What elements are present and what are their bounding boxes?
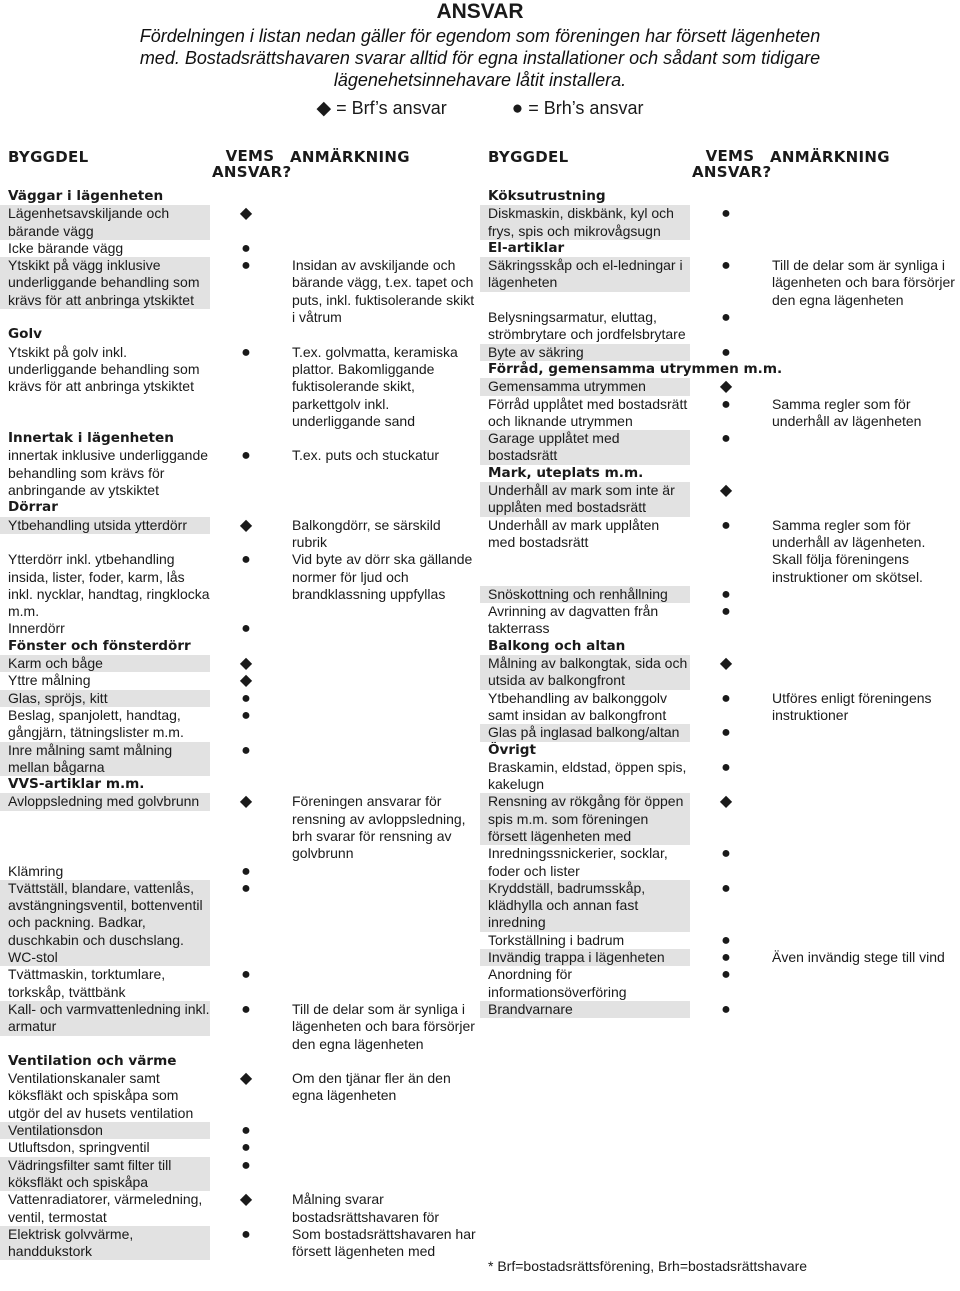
table-row (0, 672, 478, 689)
table-row (480, 517, 958, 586)
circle-icon: ● (241, 551, 251, 569)
row-note: T.ex. puts och stuckatur (292, 447, 440, 464)
header-note: ANMÄRKNING (290, 148, 410, 166)
row-note: Vid byte av dörr ska gällande normer för ljud och brandklassning uppfyllas (292, 551, 473, 602)
circle-icon: ● (721, 343, 731, 361)
row-note: Målning svarar bostadsrättshavaren för (292, 1191, 440, 1225)
row-part: Ventilationskanaler samt köksfläkt och spiskåpa som utgör del av husets ventilation (8, 1070, 194, 1121)
table-row (480, 793, 958, 845)
table-row (0, 880, 478, 966)
page-title: ANSVAR (436, 0, 524, 23)
table-row (480, 309, 958, 344)
section-heading: Fönster och fönsterdörr (8, 637, 191, 654)
row-note: Till de delar som är synliga i lägenheten och bara försörjer den egna lägenheten (292, 1000, 475, 1052)
header-responsible: VEMS ANSVAR? (212, 147, 292, 181)
circle-icon: ● (241, 1139, 251, 1157)
circle-icon: ● (241, 706, 251, 724)
row-part: Brandvarnare (480, 1001, 690, 1018)
row-note: Samma regler som för underhåll av lägenheten (772, 395, 922, 429)
row-note: Insidan av avskiljande och bärande vägg, t.ex. tapet och puts, inkl. fuktisolerande skikt i våtrum (292, 257, 475, 326)
circle-icon: ● (241, 257, 251, 275)
table-row (480, 257, 958, 309)
circle-icon: ● (241, 1225, 251, 1243)
left-rows (0, 188, 478, 1260)
table-row (0, 863, 478, 880)
table-row (0, 551, 478, 620)
circle-icon: ● (721, 309, 731, 327)
row-part: Snöskottning och renhållning (480, 586, 690, 603)
table-row (480, 344, 958, 361)
table-row (480, 932, 958, 949)
table-row (480, 482, 958, 517)
table-row (0, 1070, 478, 1122)
section-heading: Väggar i lägenheten (8, 188, 164, 204)
table-row (480, 966, 958, 1001)
legend-brh: = Brh’s ansvar (528, 98, 644, 118)
table-row (480, 586, 958, 603)
row-part: Inre målning samt målning mellan bågarna (0, 742, 210, 777)
table-row (0, 655, 478, 672)
circle-icon: ● (721, 205, 731, 223)
row-part: Byte av säkring (480, 344, 690, 361)
left-column-headers (0, 142, 478, 188)
row-part: Klämring (8, 862, 64, 879)
right-table (480, 142, 958, 1018)
diamond-icon: ◆ (239, 655, 253, 673)
circle-icon: ● (241, 966, 251, 984)
section-heading: El-artiklar (488, 239, 565, 256)
row-note: Om den tjänar fler än den egna lägenheten (292, 1070, 451, 1104)
diamond-icon: ◆ (239, 1070, 253, 1088)
table-row (0, 1191, 478, 1226)
diamond-icon: ◆ (719, 482, 733, 500)
table-row (0, 1122, 478, 1139)
section-heading: Köksutrustning (488, 188, 606, 204)
table-row (0, 690, 478, 707)
section-heading: Balkong och altan (488, 637, 626, 654)
circle-icon: ● (721, 689, 731, 707)
circle-icon: ● (241, 343, 251, 361)
header-part: BYGGDEL (488, 148, 569, 166)
row-part: innertak inklusive underliggande behandling som krävs för anbringande av ytskiktet (8, 447, 209, 499)
section-heading: Dörrar (8, 499, 58, 516)
table-row (0, 240, 478, 257)
row-part: Beslag, spanjolett, handtag, gångjärn, tätningslister m.m. (8, 706, 184, 741)
diamond-icon: ◆ (719, 378, 733, 396)
row-part: Avrinning av dagvatten från takterrass (488, 603, 659, 637)
table-row (480, 655, 958, 690)
table-row (0, 793, 478, 862)
intro-text: Fördelningen i listan nedan gäller för egendom som föreningen har försett lägenheten med. Bostadsrättshavaren svarar alltid för egna installationer och sådant som tidigare lägenehetsinnehavare låtit installera. (139, 26, 821, 90)
diamond-icon: ◆ (719, 793, 733, 811)
row-part: Underhåll av mark upplåten med bostadsrätt (488, 516, 660, 550)
row-part: Kall- och varmvattenledning inkl. armatur (0, 1001, 210, 1036)
circle-icon: ● (721, 724, 731, 742)
header-note: ANMÄRKNING (770, 148, 890, 166)
section-heading: Mark, uteplats m.m. (488, 464, 644, 481)
section-heading: Golv (8, 326, 43, 343)
diamond-icon: ◆ (719, 655, 733, 673)
row-part: Utluftsdon, springventil (8, 1139, 150, 1156)
row-part: Torkställning i badrum (488, 931, 625, 948)
row-part: Gemensamma utrymmen (480, 378, 690, 395)
row-part: Ytbehandling av balkonggolv samt insidan av balkongfront (488, 689, 668, 723)
diamond-icon: ◆ (239, 1191, 253, 1209)
table-row (480, 724, 958, 741)
circle-icon: ● (241, 447, 251, 465)
table-row (0, 1139, 478, 1156)
table-row (480, 430, 958, 465)
row-part: Avloppsledning med golvbrunn (0, 793, 210, 810)
page-header (0, 0, 960, 120)
row-part: Invändig trappa i lägenheten (480, 949, 690, 966)
header-responsible: VEMS ANSVAR? (692, 147, 772, 181)
diamond-icon: ◆ (316, 98, 332, 119)
row-part: Icke bärande vägg (8, 239, 124, 256)
table-row (480, 205, 958, 240)
table-row (0, 447, 478, 499)
row-note: Föreningen ansvarar för rensning av avloppsledning, brh svarar för rensning av golvbrunn (292, 793, 466, 862)
table-row (480, 949, 958, 966)
circle-icon: ● (241, 879, 251, 897)
legend-brf: = Brf’s ansvar (336, 98, 447, 118)
circle-icon: ● (721, 257, 731, 275)
circle-icon: ● (241, 862, 251, 880)
section-heading: Övrigt (488, 741, 537, 758)
left-table (0, 142, 478, 1260)
row-part: Tvättställ, blandare, vattenlås, avstängningsventil, bottenventil och packning. Badkar, duschkabin och duschslang. WC-stol (0, 880, 210, 966)
circle-icon: ● (721, 395, 731, 413)
table-row (0, 257, 478, 326)
row-part: Vattenradiatorer, värmeledning, ventil, termostat (8, 1191, 203, 1225)
circle-icon: ● (721, 585, 731, 603)
circle-icon: ● (721, 845, 731, 863)
circle-icon: ● (241, 620, 251, 638)
circle-icon: ● (241, 1000, 251, 1018)
table-row (480, 396, 958, 431)
row-note: T.ex. golvmatta, keramiska plattor. Bakomliggande fuktisolerande skikt, parkettgolv inkl. underliggande sand (292, 343, 458, 429)
table-row (0, 620, 478, 637)
row-part: Anordning för informationsöverföring (488, 966, 627, 1000)
row-part: Glas, spröjs, kitt (0, 690, 210, 707)
circle-icon: ● (241, 1122, 251, 1140)
diamond-icon: ◆ (239, 205, 253, 223)
table-row (480, 378, 958, 395)
circle-icon: ● (721, 949, 731, 967)
section-heading: Innertak i lägenheten (8, 430, 174, 447)
row-part: Målning av balkongtak, sida och utsida av balkongfront (480, 655, 690, 690)
row-part: Yttre målning (8, 672, 91, 689)
table-row (0, 707, 478, 742)
row-note: Som bostadsrättshavaren har försett lägenheten med (292, 1225, 476, 1260)
row-note: Utföres enligt föreningens instruktioner (772, 689, 932, 723)
legend (0, 97, 960, 120)
row-part: Garage upplåtet med bostadsrätt (480, 430, 690, 465)
table-row (0, 205, 478, 240)
section-heading: Ventilation och värme (8, 1052, 177, 1069)
row-part: Vädringsfilter samt filter till köksfläkt och spiskåpa (0, 1157, 210, 1192)
section-heading: Förråd, gemensamma utrymmen m.m. (488, 360, 783, 377)
table-row (480, 1001, 958, 1018)
table-row (0, 1226, 478, 1261)
row-part: Förråd upplåtet med bostadsrätt och liknande utrymmen (488, 395, 688, 429)
row-part: Innerdörr (8, 620, 65, 637)
header-part: BYGGDEL (8, 148, 89, 166)
row-part: Ytbehandling utsida ytterdörr (0, 517, 210, 534)
circle-icon: ● (241, 689, 251, 707)
row-note: Även invändig stege till vind (772, 949, 945, 966)
circle-icon: ● (721, 966, 731, 984)
row-part: Belysningsarmatur, eluttag, strömbrytare och jordfelsbrytare (488, 309, 686, 343)
row-part: Karm och båge (0, 655, 210, 672)
circle-icon: ● (241, 239, 251, 257)
circle-icon: ● (721, 758, 731, 776)
footnote: * Brf=bostadsrättsförening, Brh=bostadsrättshavare (488, 1258, 808, 1274)
circle-icon: ● (721, 430, 731, 448)
row-part: Inredningssnickerier, socklar, foder och lister (488, 845, 668, 879)
row-part: Kryddställ, badrumsskåp, klädhylla och annan fast inredning (480, 880, 690, 932)
circle-icon: ● (241, 741, 251, 759)
row-part: Underhåll av mark som inte är upplåten med bostadsrätt (480, 482, 690, 517)
diamond-icon: ◆ (239, 672, 253, 690)
circle-icon: ● (721, 879, 731, 897)
row-part: Rensning av rökgång för öppen spis m.m. som föreningen försett lägenheten med (480, 793, 690, 845)
table-row (480, 690, 958, 725)
right-column-headers (480, 142, 958, 188)
circle-icon: ● (721, 931, 731, 949)
row-part: Ytterdörr inkl. ytbehandling insida, lister, foder, karm, lås inkl. nycklar, handtag, ringklocka m.m. (8, 551, 210, 620)
row-part: Diskmaskin, diskbänk, kyl och frys, spis och mikrovågsugn (480, 205, 690, 240)
circle-icon: ● (721, 1000, 731, 1018)
row-note: Till de delar som är synliga i lägenheten och bara försörjer den egna lägenheten (772, 257, 955, 308)
row-part: Lägenhetsavskiljande och bärande vägg (0, 205, 210, 240)
row-note: Balkongdörr, se särskild rubrik (292, 516, 441, 550)
circle-icon: ● (721, 516, 731, 534)
table-row (0, 1001, 478, 1053)
row-part: Glas på inglasad balkong/altan (480, 724, 690, 741)
circle-icon: ● (241, 1156, 251, 1174)
table-row (0, 966, 478, 1001)
row-part: Ventilationsdon (0, 1122, 210, 1139)
table-row (0, 1157, 478, 1192)
row-part: Ytskikt på golv inkl. underliggande behandling som krävs för att anbringa ytskiktet (8, 343, 200, 395)
table-row (480, 603, 958, 638)
table-row (0, 742, 478, 777)
table-row (480, 759, 958, 794)
row-part: Säkringsskåp och el-ledningar i lägenheten (480, 257, 690, 292)
row-part: Tvättmaskin, torktumlare, torkskåp, tvättbänk (8, 966, 166, 1000)
row-note: Samma regler som för underhåll av lägenheten. Skall följa föreningens instruktioner om skötsel. (772, 516, 926, 585)
right-rows (480, 188, 958, 1018)
row-part: Braskamin, eldstad, öppen spis, kakelugn (488, 758, 687, 793)
table-row (0, 517, 478, 552)
row-part: Ytskikt på vägg inklusive underliggande behandling som krävs för att anbringa ytskiktet (0, 257, 210, 309)
diamond-icon: ◆ (239, 793, 253, 811)
table-row (480, 880, 958, 932)
diamond-icon: ◆ (239, 516, 253, 534)
circle-icon: ● (511, 98, 524, 119)
table-row (480, 845, 958, 880)
circle-icon: ● (721, 603, 731, 621)
table-row (0, 344, 478, 430)
row-part: Elektrisk golvvärme, handdukstork (0, 1226, 210, 1261)
section-heading: VVS-artiklar m.m. (8, 776, 145, 793)
